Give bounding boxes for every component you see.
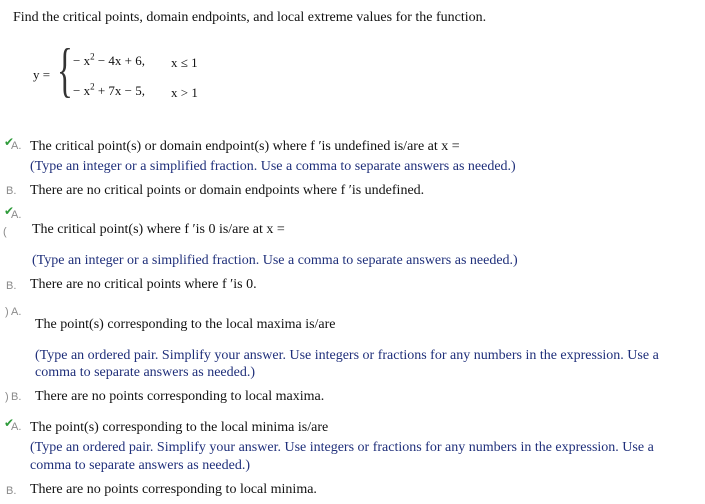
option-a-letter[interactable]: A. bbox=[11, 306, 22, 318]
option-b-letter[interactable]: B. bbox=[6, 280, 17, 292]
part2-option-a-text[interactable]: The critical point(s) where f ′is 0 is/are at x = bbox=[32, 222, 285, 237]
part1-option-b-text[interactable]: There are no critical points or domain endpoints where f ′is undefined. bbox=[30, 183, 425, 198]
function-piece-1-condition: x ≤ 1 bbox=[171, 55, 198, 70]
part1-option-a-hint: (Type an integer or a simplified fraction. Use a comma to separate answers as needed.) bbox=[30, 159, 516, 174]
radio-edge-icon: ) bbox=[5, 391, 9, 403]
function-lhs: y = bbox=[33, 67, 51, 82]
part4-option-a-hint-line2: comma to separate answers as needed.) bbox=[30, 458, 251, 473]
option-b-letter[interactable]: B. bbox=[11, 391, 22, 403]
option-a-letter[interactable]: A. bbox=[11, 209, 22, 221]
option-a-letter[interactable]: A. bbox=[11, 421, 22, 433]
option-b-letter[interactable]: B. bbox=[6, 485, 17, 497]
check-mark-icon: ✔ bbox=[4, 204, 15, 218]
question-text: Find the critical points, domain endpoints, and local extreme values for the function. bbox=[13, 10, 487, 25]
radio-edge-icon: ( bbox=[3, 226, 7, 238]
piecewise-brace: { bbox=[57, 37, 73, 103]
part4-option-a-hint-line1: (Type an ordered pair. Simplify your answer. Use integers or fractions for any numbers in the expression. Use a bbox=[30, 440, 654, 455]
radio-edge-icon: ) bbox=[5, 306, 9, 318]
part4-option-b-text[interactable]: There are no points corresponding to local minima. bbox=[30, 482, 317, 497]
part3-option-b-text[interactable]: There are no points corresponding to local maxima. bbox=[35, 389, 325, 404]
part3-option-a-hint-line2: comma to separate answers as needed.) bbox=[35, 365, 256, 380]
part1-option-a-text[interactable]: The critical point(s) or domain endpoint(s) where f ′is undefined is/are at x = bbox=[30, 139, 460, 154]
part4-option-a-text[interactable]: The point(s) corresponding to the local minima is/are bbox=[30, 420, 329, 435]
part2-option-a-hint: (Type an integer or a simplified fraction. Use a comma to separate answers as needed.) bbox=[32, 253, 518, 268]
option-b-letter[interactable]: B. bbox=[6, 185, 17, 197]
function-piece-2: − $x^2 + 7x - 5$, bbox=[73, 81, 146, 98]
option-a-letter[interactable]: A. bbox=[11, 140, 22, 152]
part3-option-a-hint-line1: (Type an ordered pair. Simplify your answer. Use integers or fractions for any numbers in the expression. Use a bbox=[35, 348, 659, 363]
part2-option-b-text[interactable]: There are no critical points where f ′is 0. bbox=[30, 277, 257, 292]
check-mark-icon: ✔ bbox=[4, 135, 15, 149]
function-piece-2-condition: x > 1 bbox=[171, 85, 198, 100]
function-piece-1: − $x^2 - 4x + 6$, bbox=[73, 51, 146, 68]
check-mark-icon: ✔ bbox=[4, 416, 15, 430]
part3-option-a-text[interactable]: The point(s) corresponding to the local maxima is/are bbox=[35, 317, 336, 332]
